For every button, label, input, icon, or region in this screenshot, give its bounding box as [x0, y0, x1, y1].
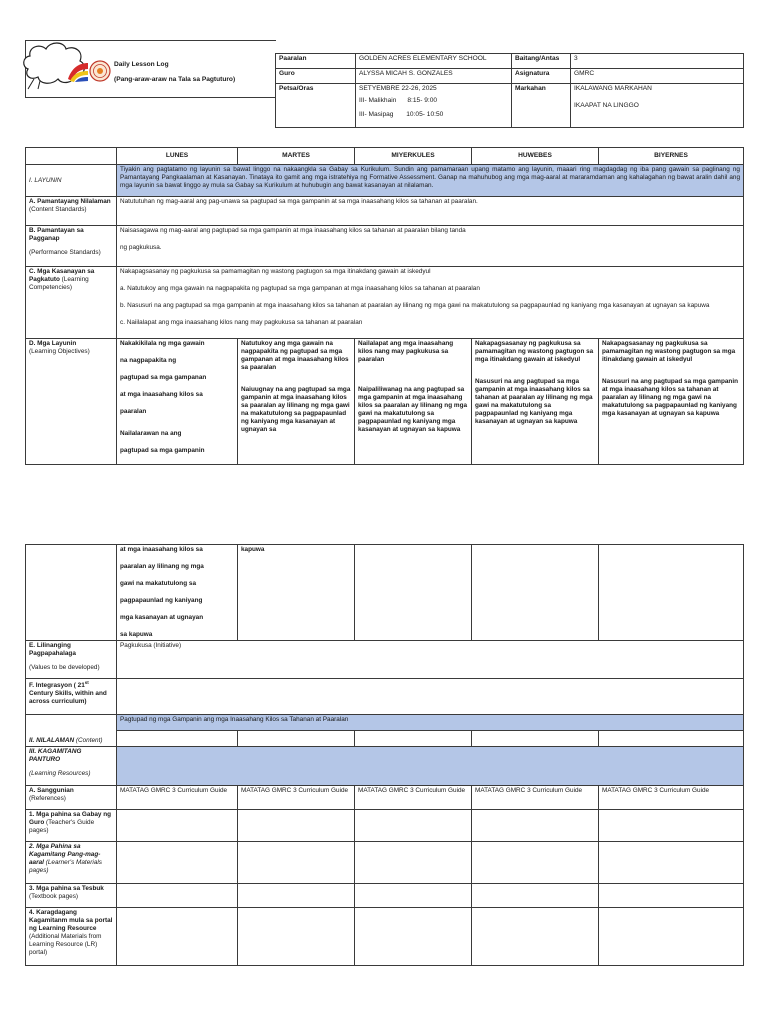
paaralan-label: Paaralan: [276, 54, 356, 69]
karagdagang-kagamitan-label-bold: 4. Karagdagang Kagamitanm mula sa portal ng Learning Resource: [29, 909, 113, 932]
pamantayan-pagganap-cell: [117, 226, 744, 267]
integrasyon-label: [26, 679, 117, 715]
layunin-objectives-label: [26, 339, 117, 465]
sanggunian-label-bold: A. Sanggunian: [29, 787, 74, 794]
kagamitang-pangmagaaral-label: [26, 842, 117, 884]
empty-cell: [599, 908, 744, 966]
empty-cell: [117, 842, 238, 884]
lesson-table-page1: [25, 147, 744, 465]
baitang-value: 3: [571, 54, 744, 69]
obj-lunes-line: na nagpapakita ng: [120, 357, 177, 365]
pamantayan-pagganap-text-2: ng pagkukusa.: [120, 244, 162, 252]
sanggunian-martes: MATATAG GMRC 3 Curriculum Guide: [238, 786, 355, 810]
pagpapahalaga-label: [26, 641, 117, 679]
pagpapahalaga-label-rest: (Values to be developed): [29, 664, 100, 671]
empty-cell: [472, 908, 599, 966]
layunin-text: Tiyakin ang pagtatamo ng layunin sa bawat linggo na nakaangkla sa Gabay sa Kurikulum. Sundin ang pamamaraan upang matamo ang layunin, maaari ring magdagdag ng iba pang gawain sa paglinang ng Pamantayang Pangkaalaman at Kasanayan. Tinataya ito gamit ang mga istratehiya ng Formative Assessment. Ganap na mahuhubog ang mga mag-aaral at mararamdaman ang kahalagahan ng bawat aralin dahil ang mga layunin sa bawat linggo ay mula sa Gabay sa Kurikulum at huhubugin ang bawat kasanayan at nilalaman.: [117, 165, 744, 197]
empty-cell: [117, 908, 238, 966]
header-title: Daily Lesson Log: [114, 61, 169, 68]
pagpapahalaga-label-bold: E. Lilinanging Pagpapahalaga: [29, 642, 76, 657]
pamantayang-nilalaman-label-bold: A. Pamantayang Nilalaman: [29, 198, 111, 206]
markahan-cell: [571, 84, 744, 128]
empty-cell: [472, 731, 599, 747]
tesbuk-label-bold: 3. Mga pahina sa Tesbuk: [29, 885, 104, 892]
empty-cell: [472, 842, 599, 884]
obj-lunes-line: at mga inaasahang kilos sa: [120, 391, 203, 399]
kasanayan-text-b: b. Nasusuri na ang pagtupad sa mga gampanin at mga inaasahang kilos sa tahanan at paaralan ay lilinang ng mga gawi na makatutulong sa pagpapaunlad ng kaniyang mga kasanayan at ugnayan sa kapuwa: [120, 302, 710, 310]
empty-cell: [599, 810, 744, 842]
lunes-continuation: [117, 545, 238, 641]
corner-cell: [26, 148, 117, 165]
pamantayan-pagganap-label-rest: (Performance Standards): [29, 249, 101, 257]
empty-cell: [355, 842, 472, 884]
petsa-cell: [356, 84, 512, 128]
guro-label: Guro: [276, 69, 356, 84]
empty-cell: [117, 810, 238, 842]
obj-huwebes-2: Nasusuri na ang pagtupad sa mga gampanin at mga inaasahang kilos sa tahanan at paaralan ay lilinang ng mga gawi na makatutulong sa pagpapaunlad ng kaniyang mga kasanayan at ugnayan sa kapuwa: [475, 378, 593, 426]
empty-cell: [599, 545, 744, 641]
empty-cell: [238, 810, 355, 842]
integrasyon-label-bold: F. Integrasyon ( 21: [29, 682, 85, 690]
markahan-label: Markahan: [512, 84, 571, 128]
gabay-guro-label: [26, 810, 117, 842]
kagamitang-pangmagaaral-label-rest: (Learner's Materials pages): [29, 859, 102, 874]
obj-lunes-line: Nakakikilala ng mga gawain: [120, 340, 205, 348]
asignatura-label: Asignatura: [512, 69, 571, 84]
paaralan-value: GOLDEN ACRES ELEMENTARY SCHOOL: [356, 54, 512, 69]
nilalaman-text: Pagtupad ng mga Gampanin ang mga Inaasahang Kilos sa Tahanan at Paaralan: [117, 715, 744, 731]
obj-lunes-line: pagtupad sa mga gampanan: [120, 374, 207, 382]
baitang-label: Baitang/Antas: [512, 54, 571, 69]
kagamitan-label-bold: III. KAGAMITANG PANTURO: [29, 748, 82, 763]
obj-huwebes-1: Nakapagsasanay ng pagkukusa sa pamamagitan ng wastong pagtugon sa mga itinakdang gawain at iskedyul: [475, 340, 594, 364]
pamantayan-pagganap-text-1: Naisasagawa ng mag-aaral ang pagtupad sa mga gampanin at mga inaasahang kilos sa tahanan at paaralan bilang tanda: [120, 227, 466, 235]
empty-cell: [355, 810, 472, 842]
empty-cell: [599, 731, 744, 747]
empty-cell: [355, 884, 472, 908]
integrasyon-label-bold-2: Century Skills, within and across curriculum): [29, 690, 107, 706]
day-header-lunes: LUNES: [117, 148, 238, 165]
time-slot-1: III- Malikhain 8:15- 9:00: [359, 97, 438, 105]
kasanayan-cell: [117, 267, 744, 339]
objectives-huwebes: [472, 339, 599, 465]
header-subtitle: (Pang-araw-araw na Tala sa Pagtuturo): [114, 76, 236, 83]
empty-cell: [355, 545, 472, 641]
markahan-value: IKALAWANG MARKAHAN: [574, 85, 652, 92]
petsa-value: SETYEMBRE 22-26, 2025: [359, 85, 437, 92]
obj-miyerkules-1: Nailalapat ang mga inaasahang kilos nang may pagkukusa sa paaralan: [358, 340, 454, 364]
sanggunian-miyerkules: MATATAG GMRC 3 Curriculum Guide: [355, 786, 472, 810]
nilalaman-label-bold: II. NILALAMAN: [29, 737, 75, 744]
empty-cell: [355, 908, 472, 966]
obj-biyernes-1: Nakapagsasanay ng pagkukusa sa pamamagitan ng wastong pagtugon sa mga itinakdang gawain at iskedyul: [602, 340, 736, 364]
sanggunian-label: [26, 786, 117, 810]
objectives-miyerkules: [355, 339, 472, 465]
kasanayan-text-c: c. Naiilalapat ang mga inaasahang kilos nang may pagkukusa sa tahanan at paaralan: [120, 319, 363, 327]
kasanayan-label-rest: (Learning Competencies): [29, 276, 89, 292]
gabay-guro-label-bold: 1. Mga pahina sa Gabay ng Guro: [29, 811, 112, 826]
nilalaman-label-rest: (Content): [74, 737, 103, 744]
empty-cell: [599, 842, 744, 884]
layunin-objectives-label-rest: (Learning Objectives): [29, 348, 90, 356]
martes-continuation: kapuwa: [238, 545, 355, 641]
pamantayang-nilalaman-text: Natututuhan ng mag-aaral ang pag-unawa sa pagtupad sa mga gampanin at sa mga inaasahang kilos sa tahanan at paaralan.: [117, 197, 744, 226]
empty-cell: [238, 884, 355, 908]
kasanayan-text-0: Nakapagsasanay ng pagkukusa sa pamamagitan ng wastong pagtugon sa mga itinakdang gawain at iskedyul: [120, 268, 431, 276]
lunes-cont-line: paaralan ay lilinang ng mga: [120, 563, 204, 570]
empty-cell: [238, 842, 355, 884]
sanggunian-huwebes: MATATAG GMRC 3 Curriculum Guide: [472, 786, 599, 810]
header-info-table: [275, 53, 744, 128]
day-header-huwebes: HUWEBES: [472, 148, 599, 165]
day-header-miyerkules: MIYERKULES: [355, 148, 472, 165]
empty-cell: [238, 908, 355, 966]
empty-cell: [472, 884, 599, 908]
karagdagang-kagamitan-label: [26, 908, 117, 966]
sanggunian-lunes: MATATAG GMRC 3 Curriculum Guide: [117, 786, 238, 810]
pamantayan-pagganap-label-bold: B. Pamantayan sa Pagganap: [29, 227, 84, 243]
sanggunian-biyernes: MATATAG GMRC 3 Curriculum Guide: [599, 786, 744, 810]
kasanayan-text-a: a. Natutukoy ang mga gawain na nagpapakita ng pagtupad sa mga gampanan at mga inaasahang kilos sa tahanan at paaralan: [120, 285, 480, 293]
objectives-biyernes: [599, 339, 744, 465]
layunin-label-cell: [26, 165, 117, 197]
integrasyon-text: [117, 679, 744, 715]
kagamitan-label: [26, 747, 117, 786]
pagpapahalaga-text: Pagkukusa (Initiative): [117, 641, 744, 679]
day-header-martes: MARTES: [238, 148, 355, 165]
tesbuk-label: [26, 884, 117, 908]
lunes-cont-line: at mga inaasahang kilos sa: [120, 546, 203, 553]
lunes-cont-line: gawi na makatutulong sa: [120, 580, 196, 587]
asignatura-value: GMRC: [571, 69, 744, 84]
header-logo-area: [25, 40, 276, 98]
lunes-cont-line: pagpapaunlad ng kaniyang: [120, 597, 203, 604]
obj-miyerkules-2: Naipaliliwanag na ang pagtupad sa mga gampanin at mga inaasahang kilos sa paaralan ay lilinang ng mga gawi na makatutulong sa pagpapaunlad ng kaniyang mga kasanayan at ugnayan sa kapuwa: [358, 386, 468, 434]
empty-cell: [355, 731, 472, 747]
integrasyon-sup: st: [84, 680, 89, 685]
objectives-martes: [238, 339, 355, 465]
lunes-cont-line: sa kapuwa: [120, 631, 153, 638]
pamantayang-nilalaman-label-rest: (Content Standards): [29, 206, 87, 214]
karagdagang-kagamitan-label-rest: (Additional Materials from Learning Resource (LR) portal): [29, 933, 102, 956]
obj-lunes-line: Nailalarawan na ang: [120, 430, 182, 438]
guro-value: ALYSSA MICAH S. GONZALES: [356, 69, 512, 84]
petsa-label: Petsa/Oras: [276, 84, 356, 128]
lunes-cont-line: mga kasanayan at ugnayan: [120, 614, 204, 621]
pamantayan-pagganap-label: [26, 226, 117, 267]
nilalaman-label: [26, 715, 117, 747]
layunin-label: I. LAYUNIN: [29, 176, 62, 184]
lesson-table-page2: [25, 544, 744, 966]
empty-cell: [472, 545, 599, 641]
obj-lunes-line: pagtupad sa mga gampanin: [120, 447, 205, 455]
obj-lunes-line: paaralan: [120, 408, 147, 416]
day-header-biyernes: BIYERNES: [599, 148, 744, 165]
kasanayan-label-bold: C. Mga Kasanayan sa Pagkatuto: [29, 268, 95, 284]
time-slot-2: III- Masipag 10:05- 10:50: [359, 111, 444, 119]
continuation-label-cell: [26, 545, 117, 641]
empty-cell: [599, 884, 744, 908]
school-seal-icon: [89, 60, 111, 82]
sanggunian-label-rest: (References): [29, 795, 66, 802]
gabay-guro-label-rest: (Teacher's Guide pages): [29, 819, 95, 834]
empty-cell: [117, 884, 238, 908]
week-value: IKAAPAT NA LINGGO: [574, 102, 639, 110]
obj-martes-2: Naiuugnay na ang pagtupad sa mga gampanin at mga inaasahang kilos sa paaralan ay lilinang ng mga gawi na makatutulong sa pagpapaunlad ng kaniyang mga kasanayan at ugnayan sa: [241, 386, 351, 434]
tesbuk-label-rest: (Textbook pages): [29, 893, 79, 900]
kagamitan-band: [117, 747, 744, 786]
layunin-objectives-label-bold: D. Mga Layunin: [29, 340, 77, 348]
empty-cell: [117, 731, 238, 747]
empty-cell: [238, 731, 355, 747]
deped-logo-icon: [66, 59, 90, 83]
obj-biyernes-2: Nasusuri na ang pagtupad sa mga gampanin at mga inaasahang kilos sa tahanan at paaralan ay lilinang ng mga gawi na makatutulong sa pagpapaunlad ng kaniyang mga kasanayan at ugnayan sa kapuwa: [602, 378, 739, 418]
kagamitang-pangmagaaral-label-bold: 2. Mga Pahina sa Kagamitang Pang-mag-aaral: [29, 843, 101, 866]
pamantayang-nilalaman-label: [26, 197, 117, 226]
kasanayan-label: [26, 267, 117, 339]
objectives-lunes: [117, 339, 238, 465]
obj-martes-1: Natutukoy ang mga gawain na nagpapakita ng pagtupad sa mga gampanan at mga inaasahang kilos sa paaralan: [241, 340, 349, 372]
kagamitan-label-rest: (Learning Resources): [29, 770, 91, 777]
empty-cell: [472, 810, 599, 842]
